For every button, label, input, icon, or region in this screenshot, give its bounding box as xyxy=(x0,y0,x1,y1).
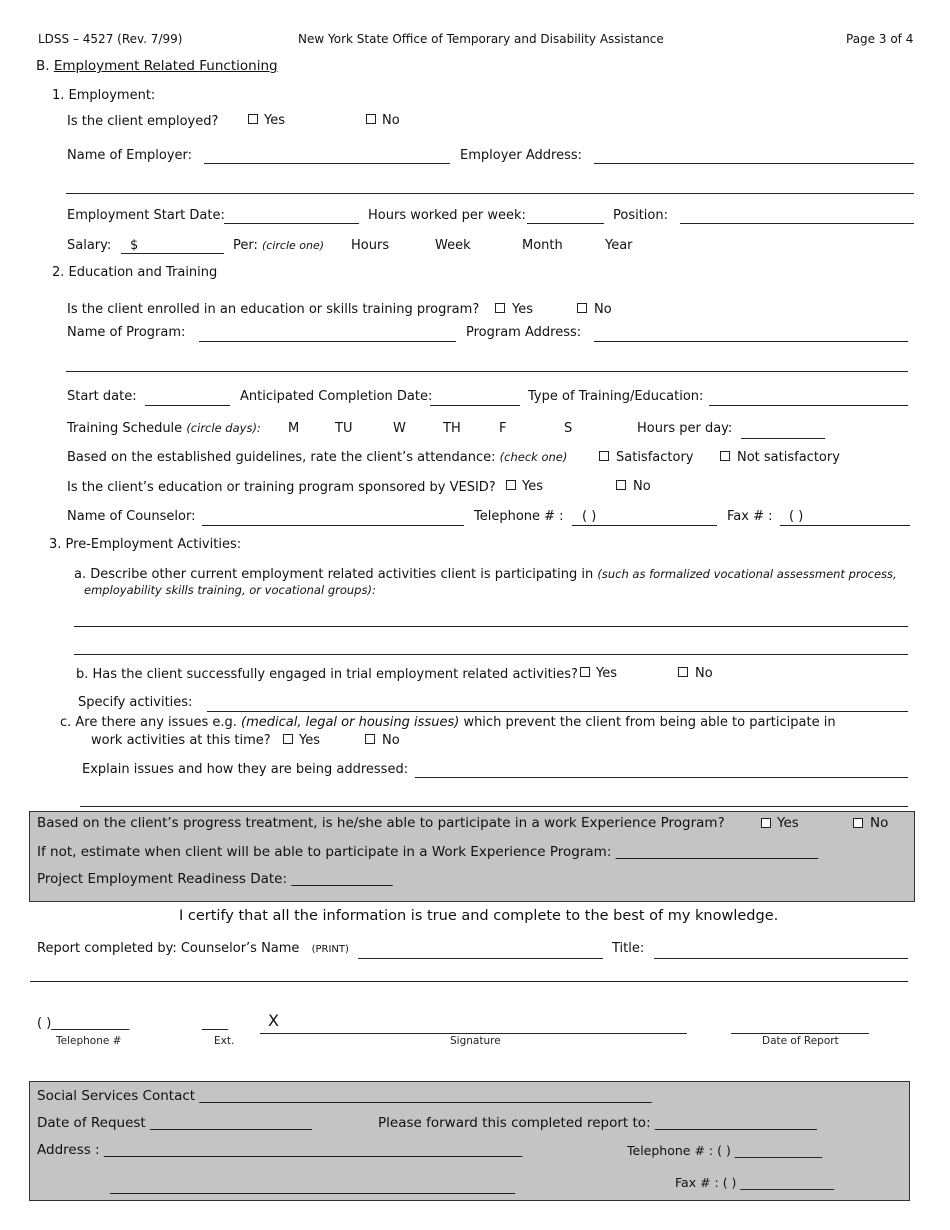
specify-activities-label: Specify activities: xyxy=(78,695,193,710)
social-services-box xyxy=(29,1081,910,1201)
salary-period-year[interactable]: Year xyxy=(605,238,633,253)
social-services-contact[interactable]: Social Services Contact ___________________________________________________________________ xyxy=(37,1088,652,1104)
pre-employment-a-italic-2: employability skills training, or vocational groups): xyxy=(84,583,376,597)
enrolled-no-label: No xyxy=(594,302,612,317)
attendance-not-satisfactory-checkbox[interactable] xyxy=(720,451,730,461)
employer-address-field-2[interactable] xyxy=(66,193,914,194)
work-experience-no-checkbox[interactable] xyxy=(853,818,863,828)
pre-employment-c-text-1: c. Are there any issues e.g. xyxy=(60,715,237,730)
work-experience-question: Based on the client’s progress treatment, is he/she able to participate in a work Experience Program? xyxy=(37,815,725,831)
education-heading: 2. Education and Training xyxy=(52,265,218,280)
form-id: LDSS – 4527 (Rev. 7/99) xyxy=(38,32,183,46)
work-experience-no-label: No xyxy=(870,815,889,831)
ss-telephone[interactable]: Telephone # : ( ) ______________ xyxy=(627,1143,823,1158)
vesid-no-label: No xyxy=(633,479,651,494)
day-saturday[interactable]: S xyxy=(564,421,573,436)
trial-yes-label: Yes xyxy=(596,666,617,681)
issues-yes-label: Yes xyxy=(299,733,320,748)
print-note: (PRINT) xyxy=(311,944,349,955)
section-b-title: Employment Related Functioning xyxy=(53,58,278,74)
enrolled-yes-checkbox[interactable] xyxy=(495,303,505,313)
signature-x-mark: X xyxy=(268,1011,279,1030)
employed-no-label: No xyxy=(382,113,400,128)
salary-label: Salary: xyxy=(67,238,112,253)
work-experience-yes-label: Yes xyxy=(777,815,799,831)
attendance-question-text: Based on the established guidelines, rate the client’s attendance: xyxy=(67,450,496,465)
vesid-yes-label: Yes xyxy=(522,479,543,494)
employed-no-checkbox[interactable] xyxy=(366,114,376,124)
pre-employment-heading: 3. Pre-Employment Activities: xyxy=(49,537,242,552)
hours-week-label: Hours worked per week: xyxy=(368,208,526,223)
issues-yes-checkbox[interactable] xyxy=(283,734,293,744)
salary-period-hours[interactable]: Hours xyxy=(351,238,390,253)
attendance-not-satisfactory-label: Not satisfactory xyxy=(737,450,840,465)
hours-per-day-field[interactable] xyxy=(741,438,825,439)
salary-field[interactable] xyxy=(121,253,224,254)
position-label: Position: xyxy=(613,208,668,223)
ss-address[interactable]: Address : ______________________________________________________________ xyxy=(37,1142,523,1158)
salary-period-week[interactable]: Week xyxy=(435,238,471,253)
issues-no-label: No xyxy=(382,733,400,748)
agency-name: New York State Office of Temporary and Disability Assistance xyxy=(298,32,664,46)
pre-employment-c xyxy=(60,716,836,731)
counselor-fax-paren: ( ) xyxy=(789,509,804,524)
pre-employment-a-italic-1: (such as formalized vocational assessment process, xyxy=(597,567,897,581)
attendance-satisfactory-checkbox[interactable] xyxy=(599,451,609,461)
forward-report-to[interactable]: Please forward this completed report to: ________________________ xyxy=(378,1115,817,1131)
per-label: Per: xyxy=(233,238,258,253)
page-number: Page 3 of 4 xyxy=(846,32,914,46)
caption-ext: Ext. xyxy=(214,1035,235,1047)
counselor-print-name-field[interactable] xyxy=(358,958,603,959)
day-friday[interactable]: F xyxy=(499,421,507,436)
report-by-text: Report completed by: Counselor’s Name xyxy=(37,941,300,956)
explain-issues-field[interactable] xyxy=(415,777,908,778)
counselor-field[interactable] xyxy=(202,525,464,526)
issues-no-checkbox[interactable] xyxy=(365,734,375,744)
program-name-label: Name of Program: xyxy=(67,325,186,340)
employed-question: Is the client employed? xyxy=(67,114,219,129)
day-monday[interactable]: M xyxy=(288,421,300,436)
counselor-telephone-paren: ( ) xyxy=(582,509,597,524)
counselor-label: Name of Counselor: xyxy=(67,509,196,524)
check-one-note: (check one) xyxy=(499,450,568,464)
training-schedule-text: Training Schedule xyxy=(67,421,183,436)
program-address-field-2[interactable] xyxy=(66,371,908,372)
counselor-fax-label: Fax # : xyxy=(727,509,773,524)
title-field[interactable] xyxy=(654,958,908,959)
enrolled-yes-label: Yes xyxy=(512,302,533,317)
explain-issues-field-2[interactable] xyxy=(80,806,908,807)
circle-one-note: (circle one) xyxy=(262,239,325,252)
telephone-line[interactable]: ( )____________ xyxy=(37,1016,130,1031)
ss-fax[interactable]: Fax # : ( ) _______________ xyxy=(675,1175,835,1190)
date-of-request[interactable]: Date of Request ________________________ xyxy=(37,1115,312,1131)
counselor-telephone-field[interactable] xyxy=(572,525,717,526)
trial-no-checkbox[interactable] xyxy=(678,667,688,677)
employed-yes-label: Yes xyxy=(264,113,285,128)
employment-start-label: Employment Start Date: xyxy=(67,208,225,223)
date-of-report-field[interactable] xyxy=(731,1033,869,1034)
position-field[interactable] xyxy=(680,223,914,224)
section-b-prefix: B. xyxy=(36,58,50,74)
attendance-satisfactory-label: Satisfactory xyxy=(616,450,694,465)
divider xyxy=(30,981,908,982)
pre-employment-c-text-3: work activities at this time? xyxy=(91,733,271,748)
employer-name-field[interactable] xyxy=(204,163,450,164)
completion-field[interactable] xyxy=(430,405,520,406)
employment-start-field[interactable] xyxy=(224,223,359,224)
counselor-fax-field[interactable] xyxy=(780,525,910,526)
explain-issues-label: Explain issues and how they are being addressed: xyxy=(82,762,409,777)
enrolled-question: Is the client enrolled in an education or skills training program? xyxy=(67,302,480,317)
pre-employment-c-italic: (medical, legal or housing issues) xyxy=(241,715,460,730)
title-label: Title: xyxy=(612,941,645,956)
hours-per-day-label: Hours per day: xyxy=(637,421,733,436)
edu-start-field[interactable] xyxy=(145,405,230,406)
completion-label: Anticipated Completion Date: xyxy=(240,389,433,404)
caption-date-of-report: Date of Report xyxy=(762,1035,839,1047)
training-type-label: Type of Training/Education: xyxy=(528,389,704,404)
attendance-question xyxy=(67,451,567,466)
pre-employment-b: b. Has the client successfully engaged in trial employment related activities? xyxy=(76,667,578,682)
salary-period-month[interactable]: Month xyxy=(522,238,563,253)
readiness-date: Project Employment Readiness Date: _______________ xyxy=(37,871,393,887)
employer-name-label: Name of Employer: xyxy=(67,148,193,163)
edu-start-label: Start date: xyxy=(67,389,137,404)
ss-address-continued[interactable]: ____________________________________________________________ xyxy=(110,1179,515,1195)
vesid-question: Is the client’s education or training program sponsored by VESID? xyxy=(67,480,496,495)
vesid-no-checkbox[interactable] xyxy=(616,480,626,490)
caption-signature: Signature xyxy=(450,1035,501,1047)
employer-address-field[interactable] xyxy=(594,163,914,164)
day-wednesday[interactable]: W xyxy=(393,421,406,436)
training-type-field[interactable] xyxy=(709,405,908,406)
signature-field[interactable] xyxy=(260,1033,687,1034)
activities-field-1[interactable] xyxy=(74,626,908,627)
trial-no-label: No xyxy=(695,666,713,681)
program-address-label: Program Address: xyxy=(466,325,582,340)
pre-employment-a xyxy=(74,568,897,583)
specify-activities-field[interactable] xyxy=(207,711,908,712)
employment-heading: 1. Employment: xyxy=(52,88,156,103)
employed-yes-checkbox[interactable] xyxy=(248,114,258,124)
counselor-telephone-label: Telephone # : xyxy=(474,509,564,524)
day-tuesday[interactable]: TU xyxy=(335,421,353,436)
report-by-label xyxy=(37,942,349,957)
trial-yes-checkbox[interactable] xyxy=(580,667,590,677)
dollar-sign: $ xyxy=(130,238,139,253)
ext-line[interactable]: ____ xyxy=(202,1016,228,1031)
circle-days-note: (circle days): xyxy=(186,421,261,435)
caption-telephone: Telephone # xyxy=(56,1035,122,1047)
training-schedule-label xyxy=(67,422,261,437)
program-address-field[interactable] xyxy=(594,341,908,342)
pre-employment-c-text-2: which prevent the client from being able to participate in xyxy=(463,715,836,730)
day-thursday[interactable]: TH xyxy=(443,421,461,436)
work-experience-box xyxy=(29,811,915,902)
pre-employment-a-text: a. Describe other current employment related activities client is participating in xyxy=(74,567,594,582)
program-name-field[interactable] xyxy=(199,341,456,342)
work-experience-estimate: If not, estimate when client will be able to participate in a Work Experience Program: ______________________________ xyxy=(37,844,819,860)
enrolled-no-checkbox[interactable] xyxy=(577,303,587,313)
employer-address-label: Employer Address: xyxy=(460,148,583,163)
section-b-heading xyxy=(36,59,278,75)
certification-statement: I certify that all the information is true and complete to the best of my knowledge. xyxy=(179,908,779,924)
hours-week-field[interactable] xyxy=(527,223,604,224)
work-experience-yes-checkbox[interactable] xyxy=(761,818,771,828)
vesid-yes-checkbox[interactable] xyxy=(506,480,516,490)
activities-field-2[interactable] xyxy=(74,654,908,655)
